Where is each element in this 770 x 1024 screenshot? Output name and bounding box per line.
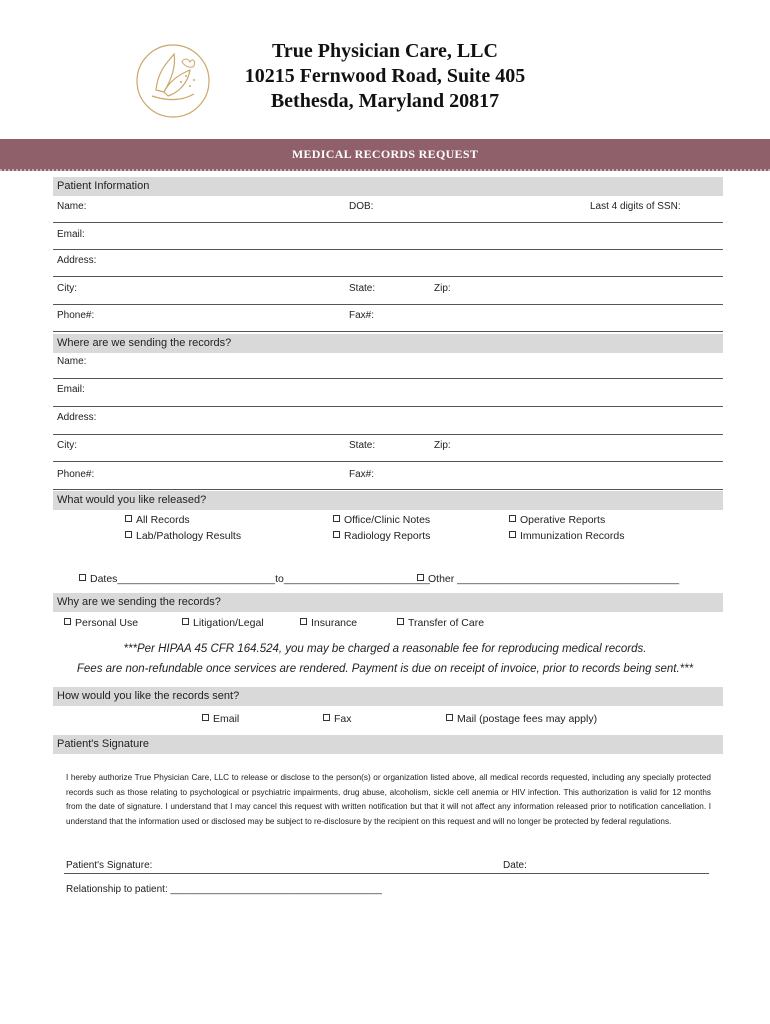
fee-note-line2: Fees are non-refundable once services are rendered. Payment is due on receipt of invoice, prior to records being sent.*** [76, 663, 694, 675]
checkbox-icon [125, 531, 132, 538]
fee-note-line1: ***Per HIPAA 45 CFR 164.524, you may be charged a reasonable fee for reproducing medical records. [123, 643, 647, 655]
lab-results-label: Lab/Pathology Results [136, 530, 242, 542]
section-patient-information: Patient Information [53, 177, 723, 196]
checkbox-icon [417, 574, 424, 581]
litigation-label: Litigation/Legal [193, 617, 264, 629]
checkbox-icon [333, 531, 340, 538]
recipient-city-line[interactable] [53, 461, 723, 462]
patient-signature-label: Patient's Signature: [66, 860, 153, 871]
checkbox-icon [446, 714, 453, 721]
all-records-label: All Records [136, 514, 190, 526]
patient-state-label: State: [349, 283, 376, 294]
patient-dob-label: DOB: [349, 201, 374, 212]
patient-city-line[interactable] [53, 304, 723, 305]
signature-line[interactable] [64, 873, 709, 874]
checkbox-fax[interactable] [323, 713, 352, 725]
checkbox-icon [300, 618, 307, 625]
practice-city: Bethesda, Maryland 20817 [270, 90, 500, 112]
checkbox-icon [509, 515, 516, 522]
personal-use-label: Personal Use [75, 617, 139, 629]
office-notes-label: Office/Clinic Notes [344, 514, 431, 526]
checkbox-icon [323, 714, 330, 721]
patient-phone-line[interactable] [53, 331, 723, 332]
patient-address-line[interactable] [53, 276, 723, 277]
checkbox-other[interactable] [417, 573, 679, 585]
dates-label: Dates___________________________to_________________________ [90, 573, 430, 585]
recipient-email-line[interactable] [53, 406, 723, 407]
recipient-email-label: Email: [57, 384, 85, 395]
recipient-name-line[interactable] [53, 378, 723, 379]
email-option-label: Email [213, 713, 240, 725]
checkbox-icon [125, 515, 132, 522]
recipient-city-label: City: [57, 440, 77, 451]
checkbox-radiology[interactable] [333, 530, 430, 542]
transfer-label: Transfer of Care [408, 617, 485, 629]
checkbox-mail[interactable] [446, 713, 597, 725]
patient-name-line[interactable] [53, 222, 723, 223]
patient-phone-label: Phone#: [57, 310, 95, 321]
checkbox-icon [182, 618, 189, 625]
date-label: Date: [503, 860, 527, 871]
checkbox-operative[interactable] [509, 514, 605, 526]
authorization-text: I hereby authorize True Physician Care, LLC to release or disclose to the person(s) or organization listed above, all medical records requested, including any specially protected records such as those relating to psychological or psychiatric impairments, drug abuse, alcoholism, sickle cell anemia or HIV infection. This authorization is valid for 12 months from the date of signature. I understand that I may cancel this request with written notification but that it will not affect any information released prior to notification cancellation. I understand that the information used or disclosed may be subject to re-disclosure by the recipient on this request and will no longer be protected by federal regulations. [66, 773, 711, 826]
recipient-address-line[interactable] [53, 434, 723, 435]
checkbox-litigation[interactable] [182, 617, 264, 629]
checkbox-icon [509, 531, 516, 538]
checkbox-all-records[interactable] [125, 514, 190, 526]
immunization-label: Immunization Records [520, 530, 625, 542]
other-label: Other ______________________________________ [428, 573, 680, 585]
checkbox-email[interactable] [202, 713, 239, 725]
checkbox-immunization[interactable] [509, 530, 624, 542]
section-reason: Why are we sending the records? [53, 593, 723, 612]
patient-fax-label: Fax#: [349, 310, 375, 321]
checkbox-office-notes[interactable] [333, 514, 430, 526]
patient-email-line[interactable] [53, 249, 723, 250]
recipient-name-label: Name: [57, 356, 87, 367]
checkbox-icon [202, 714, 209, 721]
checkbox-personal-use[interactable] [64, 617, 138, 629]
fax-option-label: Fax [334, 713, 352, 725]
patient-email-label: Email: [57, 229, 85, 240]
recipient-phone-label: Phone#: [57, 469, 95, 480]
checkbox-icon [64, 618, 71, 625]
checkbox-icon [333, 515, 340, 522]
insurance-label: Insurance [311, 617, 358, 629]
section-recipient: Where are we sending the records? [53, 334, 723, 353]
patient-city-label: City: [57, 283, 77, 294]
recipient-phone-line[interactable] [53, 489, 723, 490]
mail-option-label: Mail (postage fees may apply) [457, 713, 598, 725]
recipient-state-label: State: [349, 440, 376, 451]
patient-ssn-label: Last 4 digits of SSN: [590, 201, 681, 212]
checkbox-icon [79, 574, 86, 581]
operative-label: Operative Reports [520, 514, 606, 526]
patient-address-label: Address: [57, 255, 97, 266]
patient-zip-label: Zip: [434, 283, 451, 294]
checkbox-transfer[interactable] [397, 617, 484, 629]
practice-name: True Physician Care, LLC [272, 40, 498, 62]
recipient-zip-label: Zip: [434, 440, 451, 451]
checkbox-insurance[interactable] [300, 617, 357, 629]
form-title: MEDICAL RECORDS REQUEST [291, 147, 479, 161]
form-title-banner [0, 139, 770, 171]
checkbox-icon [397, 618, 404, 625]
radiology-label: Radiology Reports [344, 530, 431, 542]
checkbox-dates[interactable] [79, 573, 430, 585]
section-signature: Patient's Signature [53, 735, 723, 754]
recipient-fax-label: Fax#: [349, 469, 375, 480]
recipient-address-label: Address: [57, 412, 97, 423]
section-delivery: How would you like the records sent? [53, 687, 723, 706]
relationship-label[interactable]: Relationship to patient: ______________________________________ [66, 884, 382, 895]
checkbox-lab-results[interactable] [125, 530, 241, 542]
practice-address: 10215 Fernwood Road, Suite 405 [244, 65, 526, 87]
patient-name-label: Name: [57, 201, 87, 212]
section-release: What would you like released? [53, 491, 723, 510]
